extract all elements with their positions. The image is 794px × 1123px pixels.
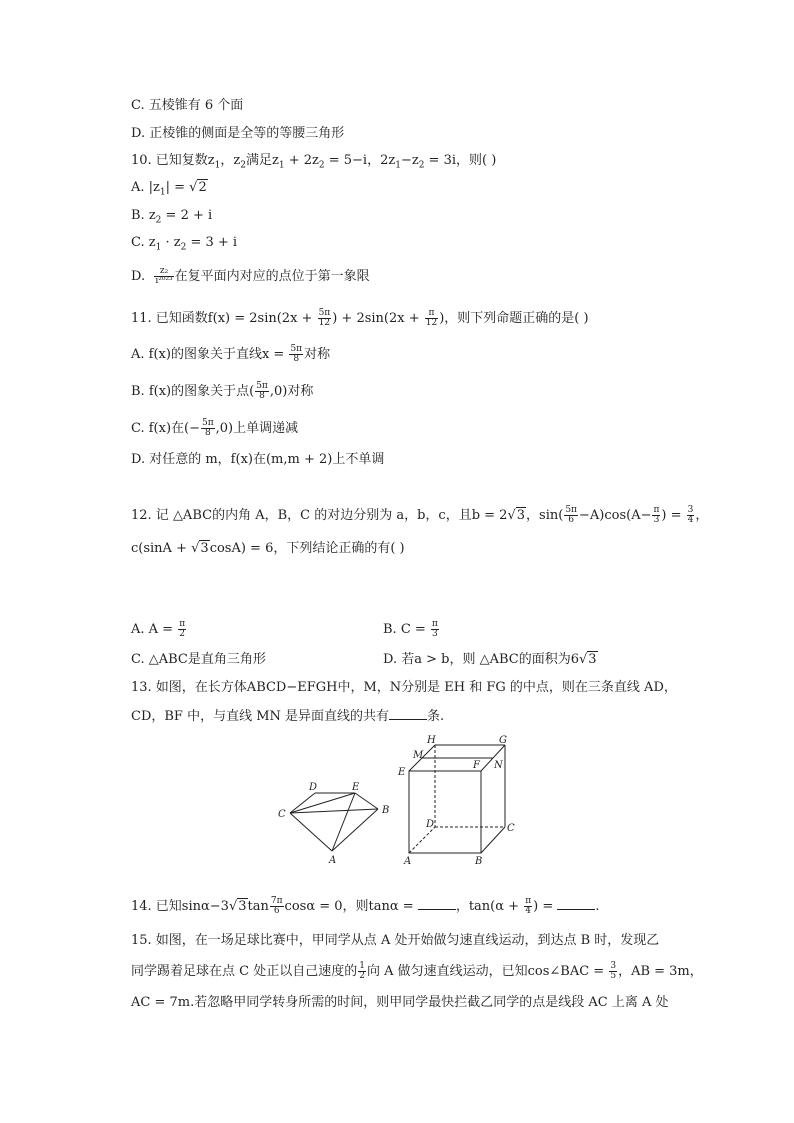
fig-left-label-e: E [352,782,360,793]
fig-right-label-h: H [427,735,436,746]
fig-right-label-d: D [426,819,435,830]
q15-line2: 同学踢着足球在点 C 处正以自己速度的 $\frac{1}{2}$ 向 A 做匀速直线运动，已知cos∠BAC = $\frac{3}{5}$ ，AB = 3m， [131,961,703,981]
q10-option-c: C. $z_1 \cdot z_2 = 3 + i$ [131,235,238,253]
q11-option-b: B. f(x)的图象关于点( $\frac{5\pi}{8}$ ,0)对称 [131,381,314,401]
q10-option-d: D. $\frac{\text{z₂}}{\text{i²⁰²³}}$ 在复平面内对应的点位于第一象限 [131,266,370,286]
figure-cuboid [395,733,525,868]
q15-line3: AC = 7m.若忽略甲同学转身所需的时间，则甲同学最快拦截乙同学的点是线段 AC 上离 A 处 [131,995,669,1010]
q10-option-a: A. $|z_1| = √2$ [131,180,207,198]
q14-answer-blank-1[interactable] [418,897,456,910]
q11-option-d: D. 对任意的 m，f(x)在(m,m + 2)上不单调 [131,452,385,467]
q9-option-c: C. 五棱锥有 6 个面 [131,98,244,113]
q14-answer-blank-2[interactable] [557,897,595,910]
q10-option-b: B. $z_2 = 2 + i$ [131,208,213,226]
q15-line1: 15. 如图，在一场足球比赛中，甲同学从点 A 处开始做匀速直线运动，到达点 B 时，发现乙 [131,933,660,948]
fig-left-label-d: D [309,782,318,793]
fig-left-label-c: C [278,809,286,820]
fig-right-label-c: C [507,823,515,834]
q11-option-a: A. f(x)的图象关于直线x = $\frac{5\pi}{8}$ 对称 [131,344,331,364]
q12-stem-line2: c(sinA + √3cosA) = 6，下列结论正确的有( ) [131,541,405,556]
fig-right-label-g: G [499,735,507,746]
q13-stem-line2: CD，BF 中，与直线 MN 是异面直线的共有 条. [131,709,445,724]
q12-stem-line1: 12. 记 △ABC的内角 A，B，C 的对边分别为 a，b，c，且b = 2√3，sin( $\frac{5\pi}{6}$ −A)cos(A− $\frac{\pi}{3}$ ) = $\frac{3}{4}$ ， [131,505,709,525]
q12-option-c: C. △ABC是直角三角形 [131,652,266,667]
fig-right-label-n: N [494,760,503,771]
fig-right-label-m: M [413,750,424,761]
fig-left-label-a: A [329,855,337,866]
q13-answer-blank[interactable] [389,707,427,720]
fig-right-label-b: B [475,856,483,867]
q12-option-a: A. A = $\frac{\pi}{2}$ [131,619,186,639]
q12-option-d: D. 若a > b，则 △ABC的面积为6√3 [383,652,597,667]
figure-pyramid [270,775,400,870]
q13-stem-line1: 13. 如图，在长方体ABCD−EFGH中，M，N分别是 EH 和 FG 的中点，则在三条直线 AD， [131,680,677,695]
q10-stem: 10. 已知复数$z_1$，$z_2$满足$z_1 + 2z_2 = 5-i$，$2z_1-z_2 = 3i$，则( ) [131,153,497,171]
q9-option-d: D. 正棱锥的侧面是全等的等腰三角形 [131,126,345,141]
q12-option-b: B. C = $\frac{\pi}{3}$ [383,619,438,639]
fig-right-label-f: F [473,760,480,771]
fig-left-label-b: B [382,805,390,816]
q11-option-c: C. f(x)在(− $\frac{5\pi}{8}$ ,0)上单调递减 [131,418,299,438]
q11-stem: 11. 已知函数f(x) = 2sin(2x + $\frac{5\pi}{12}$ ) + 2sin(2x + $\frac{\pi}{12}$ )，则下列命题正确的是( ) [131,308,589,328]
fig-right-label-a: A [404,856,412,867]
fig-right-label-e: E [398,767,406,778]
q14-stem: 14. 已知sinα−3√3tan $\frac{7\pi}{6}$ cosα = 0，则tanα = ，tan(α + $\frac{\pi}{4}$ ) = . [131,896,600,916]
